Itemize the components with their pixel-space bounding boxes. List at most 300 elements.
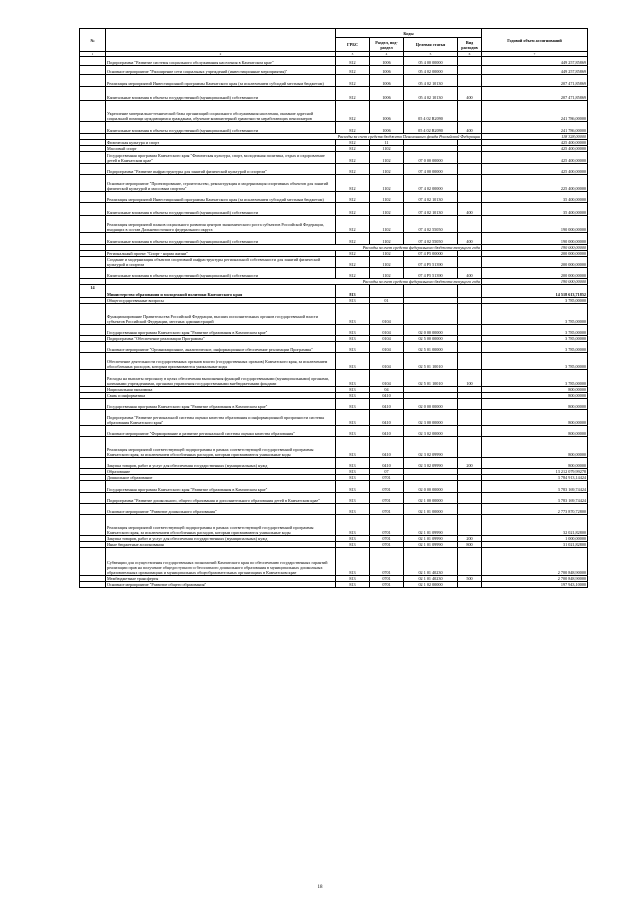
cell-csr: 02 1 00 00000 [404,493,458,504]
cell-vr [458,426,482,437]
table-row [80,370,588,387]
cell-num [80,353,106,370]
cell-name: Функционирование Правительства Российской Федерации, высших исполнительных органов государственной власти субъектов Российской Федерации, местных администраций [106,304,336,325]
cell-name: Капитальные вложения в объекты государственной (муниципальной) собственности [106,122,336,134]
cell-num [80,458,106,469]
cell-razdel: 0104 [370,325,404,336]
header-codes: Коды [336,29,482,38]
column-number: 7 [482,52,588,57]
cell-csr: 02 5 01 10010 [404,370,458,387]
cell-razdel: 0410 [370,437,404,458]
cell-name: Реализация мероприятий планов социального развития центров экономического роста субъектов Российской Федерации, входящих в состав Дальневосточного федерального округа [106,216,336,233]
cell-num [80,582,106,588]
cell-num [80,233,106,245]
cell-vr [458,515,482,536]
cell-amount: 3 785,00000 [482,342,588,353]
cell-grbs: 813 [336,469,370,475]
cell-csr: 07 4 P5 51390 [404,257,458,268]
cell-csr: 02 1 01 00000 [404,504,458,515]
table-row [80,257,588,268]
cell-name: Капитальные вложения в объекты государственной (муниципальной) собственности [106,233,336,245]
cell-vr [458,164,482,175]
cell-grbs: 813 [336,493,370,504]
cell-amount: 800,00000 [482,399,588,410]
cell-vr [458,548,482,576]
cell-name: Укрепление материально-технической базы организаций социального обслуживания населения, оказание адресной социальной помощи нуждающимся гражданам, обучение компьютерной грамотности неработающих пенсионеров [106,101,336,122]
cell-amount: 225 400,00000 [482,175,588,192]
cell-name: Реализация мероприятий Инвестиционной программы Камчатского края (за исключением субсидий местным бюджетам) [106,75,336,87]
cell-grbs: 813 [336,515,370,536]
cell-vr [458,216,482,233]
cell-razdel: 0104 [370,342,404,353]
cell-csr: 02 1 01 40230 [404,548,458,576]
cell-vr: 400 [458,87,482,101]
cell-name: Общегосударственные вопросы [106,298,336,304]
table-row [80,504,588,515]
cell-amount: 449 257,85869 [482,57,588,66]
cell-vr [458,493,482,504]
table-row [80,122,588,134]
cell-grbs: 813 [336,548,370,576]
cell-csr: 07 4 00 00000 [404,164,458,175]
cell-amount: 3 783 169,74424 [482,481,588,493]
cell-vr [458,257,482,268]
cell-name: Образование [106,469,336,475]
cell-csr: 05 4 02 R2090 [404,122,458,134]
cell-grbs: 812 [336,140,370,146]
cell-name: Капитальные вложения в объекты государственной (муниципальной) собственности [106,203,336,216]
cell-name: Государственная программа Камчатского края "Развитие образования в Камчатском крае" [106,325,336,336]
cell-vr [458,399,482,410]
cell-vr [458,410,482,426]
cell-num [80,122,106,134]
cell-num [80,75,106,87]
cell-name: Капитальные вложения в объекты государственной (муниципальной) собственности [106,268,336,279]
header-name [106,29,336,52]
table-row [80,353,588,370]
table-row [80,285,588,298]
cell-num [80,325,106,336]
cell-num [80,192,106,203]
cell-num [80,164,106,175]
cell-razdel: 1006 [370,57,404,66]
cell-num [80,426,106,437]
cell-razdel: 1006 [370,87,404,101]
cell-razdel: 0104 [370,370,404,387]
cell-grbs: 813 [336,336,370,342]
cell-amount: 190 000,00000 [482,279,588,285]
cell-num [80,66,106,75]
cell-razdel: 0104 [370,353,404,370]
cell-num [80,304,106,325]
cell-razdel: 1006 [370,75,404,87]
cell-csr: 02 3 02 09990 [404,458,458,469]
cell-amount: 31 021,82800 [482,542,588,548]
cell-vr [458,175,482,192]
cell-razdel: 07 [370,469,404,475]
cell-amount: 800,00000 [482,437,588,458]
cell-amount: 2 700 848,90000 [482,548,588,576]
cell-vr [458,75,482,87]
cell-vr: 400 [458,203,482,216]
cell-name: Подпрограмма "Развитие инфраструктуры для занятий физической культурой и спортом" [106,164,336,175]
cell-grbs: 813 [336,298,370,304]
cell-csr: 02 1 02 00000 [404,582,458,588]
cell-razdel: 0701 [370,493,404,504]
cell-name: Дошкольное образование [106,475,336,481]
cell-vr [458,304,482,325]
cell-csr: 07 4 02 55050 [404,233,458,245]
column-number: 4 [370,52,404,57]
table-row [80,548,588,576]
cell-razdel: 0701 [370,576,404,582]
cell-razdel: 0701 [370,475,404,481]
cell-grbs: 813 [336,393,370,399]
cell-grbs: 813 [336,370,370,387]
cell-name: Иные бюджетные ассигнования [106,542,336,548]
cell-csr: 07 4 02 10130 [404,192,458,203]
header-amount: Годовой объем ассигнований [482,29,588,52]
cell-amount: 207 471,85869 [482,75,588,87]
cell-vr [458,101,482,122]
cell-grbs: 813 [336,342,370,353]
cell-razdel: 1102 [370,216,404,233]
cell-amount: 3 785,00000 [482,298,588,304]
cell-grbs: 813 [336,481,370,493]
table-row [80,342,588,353]
cell-grbs: 813 [336,576,370,582]
page-number: 18 [317,885,323,890]
cell-amount: 425 400,00000 [482,140,588,146]
cell-num [80,87,106,101]
cell-amount: 13 212 079,99278 [482,469,588,475]
cell-num [80,504,106,515]
cell-amount: 2 700 848,90000 [482,576,588,582]
cell-vr [458,437,482,458]
cell-vr [458,582,482,588]
cell-razdel: 1006 [370,101,404,122]
table-row [80,582,588,588]
cell-grbs: 813 [336,504,370,515]
cell-csr: 07 0 00 00000 [404,152,458,164]
table-row [80,493,588,504]
cell-grbs: 812 [336,66,370,75]
cell-csr: 05 4 00 00000 [404,57,458,66]
cell-num [80,57,106,66]
cell-csr: 02 1 01 09990 [404,536,458,542]
cell-name: Реализация мероприятий Инвестиционной программы Камчатского края (за исключением субсидий местным бюджетам) [106,192,336,203]
cell-num: 14 [80,285,106,298]
cell-num [80,203,106,216]
cell-csr: 02 1 01 09990 [404,515,458,536]
cell-grbs: 812 [336,257,370,268]
cell-name: Реализация мероприятий соответствующей подпрограммы в рамках соответствующей государственной программы Камчатского края, за исключением обособленных расходов, которым присваиваются уникальные коды [106,437,336,458]
cell-csr: 07 4 P5 51390 [404,268,458,279]
cell-grbs: 812 [336,268,370,279]
cell-csr: 02 5 01 00000 [404,342,458,353]
cell-name: Государственная программа Камчатского края "Физическая культура, спорт, молодежная политика, отдых и оздоровление детей в Камчатском крае" [106,152,336,164]
cell-vr: 200 [458,458,482,469]
cell-csr: 02 5 01 10010 [404,353,458,370]
cell-num [80,257,106,268]
cell-name: Региональный проект "Спорт - норма жизни" [106,251,336,257]
cell-amount: 190 000,00000 [482,233,588,245]
cell-name: Подпрограмма "Развитие региональной системы оценки качества образования и информационной прозрачности системы образования Камчатского края" [106,410,336,426]
cell-amount: 241 786,00000 [482,101,588,122]
table-row [80,426,588,437]
cell-grbs: 812 [336,122,370,134]
cell-num [80,101,106,122]
cell-amount: 3 785,00000 [482,336,588,342]
header-grbs: ГРБС [336,38,370,52]
cell-name: Основное мероприятие "Формирование и развитие региональной системы оценки качества образования" [106,426,336,437]
cell-csr: 07 4 P5 00000 [404,251,458,257]
cell-amount: 3 784 913,14424 [482,475,588,481]
table-row [80,216,588,233]
cell-amount: 425 400,00000 [482,146,588,152]
cell-amount: 197 943,10000 [482,582,588,588]
column-number: 5 [404,52,458,57]
cell-grbs: 812 [336,216,370,233]
cell-razdel: 0410 [370,458,404,469]
cell-grbs: 813 [336,437,370,458]
table-row [80,87,588,101]
cell-name: Капитальные вложения в объекты государственной (муниципальной) собственности [106,87,336,101]
cell-amount: 800,00000 [482,458,588,469]
cell-grbs: 812 [336,233,370,245]
cell-amount: 2 773 870,72800 [482,504,588,515]
cell-vr: 400 [458,233,482,245]
table-row [80,152,588,164]
cell-amount: 14 518 613,71852 [482,285,588,298]
cell-razdel: 1102 [370,203,404,216]
cell-amount: 800,00000 [482,426,588,437]
table-row [80,515,588,536]
table-row [80,164,588,175]
cell-vr: 200 [458,536,482,542]
cell-name: Национальная экономика [106,387,336,393]
table-row [80,57,588,66]
cell-amount: 3 785,00000 [482,325,588,336]
cell-amount: 200 000,00000 [482,251,588,257]
cell-grbs: 812 [336,87,370,101]
cell-amount: 118 328,00000 [482,134,588,140]
cell-vr [458,285,482,298]
cell-grbs: 812 [336,175,370,192]
table-row [80,399,588,410]
cell-grbs: 812 [336,152,370,164]
cell-vr: 500 [458,576,482,582]
cell-razdel: 01 [370,298,404,304]
table-row [80,66,588,75]
table-row [80,268,588,279]
cell-razdel: 0104 [370,304,404,325]
table-body [80,57,588,588]
cell-grbs: 812 [336,57,370,66]
cell-grbs: 813 [336,353,370,370]
cell-num [80,437,106,458]
cell-csr: 02 3 02 00000 [404,426,458,437]
cell-amount: 32 021,82800 [482,515,588,536]
cell-amount: 190 000,00000 [482,245,588,251]
cell-amount: 200 000,00000 [482,268,588,279]
cell-amount: 1 000,00000 [482,536,588,542]
cell-grbs: 813 [336,325,370,336]
cell-name: Подпрограмма "Развитие системы социального обслуживания населения в Камчатском крае" [106,57,336,66]
cell-razdel: 0701 [370,582,404,588]
cell-grbs: 813 [336,458,370,469]
cell-csr [404,285,458,298]
cell-razdel: 1102 [370,233,404,245]
cell-razdel: 1006 [370,122,404,134]
cell-grbs: 813 [336,582,370,588]
cell-num [80,399,106,410]
cell-name: Закупка товаров, работ и услуг для обеспечения государственных (муниципальных) нужд [106,458,336,469]
cell-amount: 425 400,00000 [482,164,588,175]
cell-name: Подпрограмма "Обеспечение реализации Программы" [106,336,336,342]
cell-razdel: 0410 [370,399,404,410]
cell-razdel: 1102 [370,257,404,268]
cell-name: Министерство образования и молодежной политики Камчатского края [106,285,336,298]
cell-amount: 241 786,00000 [482,122,588,134]
cell-grbs: 813 [336,475,370,481]
cell-csr: 02 1 01 09990 [404,542,458,548]
cell-csr: 02 3 00 00000 [404,410,458,426]
cell-amount: 207 471,85869 [482,87,588,101]
cell-csr: 02 3 02 09990 [404,437,458,458]
cell-csr: 07 4 02 10130 [404,203,458,216]
budget-table [79,28,588,588]
cell-razdel: 1102 [370,251,404,257]
cell-vr [458,504,482,515]
cell-grbs: 812 [336,251,370,257]
cell-razdel: 0104 [370,336,404,342]
cell-razdel: 1102 [370,192,404,203]
table-row [80,481,588,493]
cell-amount: 449 257,85869 [482,66,588,75]
table-row [80,458,588,469]
cell-name: Основное мероприятие "Расширение сети социальных учреждений (инвестиционные мероприятия)" [106,66,336,75]
table-row [80,192,588,203]
cell-name: Реализация мероприятий соответствующей подпрограммы в рамках соответствующей государственной программы Камчатского края, за исключением обособленных расходов, которым присваиваются уникальные коды [106,515,336,536]
cell-grbs: 813 [336,285,370,298]
table-row [80,203,588,216]
cell-name: Массовый спорт [106,146,336,152]
cell-csr: 02 0 00 00000 [404,325,458,336]
cell-grbs: 813 [336,542,370,548]
cell-name: Основное мероприятие "Развитие дошкольного образования" [106,504,336,515]
cell-grbs: 812 [336,101,370,122]
cell-name: Закупка товаров, работ и услуг для обеспечения государственных (муниципальных) нужд [106,536,336,542]
header-num: № [80,29,106,52]
cell-razdel: 0701 [370,536,404,542]
cell-name: Расходы на выплаты персоналу в целях обеспечения выполнения функций государственными (муниципальными) органами, казенными учреждениями, органами управления государственными внебюджетными фондами [106,370,336,387]
cell-razdel: 1006 [370,66,404,75]
cell-amount: 35 400,00000 [482,192,588,203]
cell-csr: 05 4 02 10130 [404,87,458,101]
cell-razdel: 0701 [370,481,404,493]
cell-amount: 200 000,00000 [482,257,588,268]
cell-name: Основное мероприятие "Проектирование, строительство, реконструкция и модернизация спортивных объектов для занятий физической культурой и массовым спортом" [106,175,336,192]
cell-amount: 3 785,00000 [482,304,588,325]
cell-csr: 05 4 02 10130 [404,75,458,87]
cell-razdel: 1102 [370,175,404,192]
cell-note: Расходы за счет средств бюджета Пенсионного фонда Российской Федерации [106,134,482,140]
cell-csr: 05 4 02 R2090 [404,101,458,122]
cell-num [80,152,106,164]
cell-amount: 3 785,00000 [482,370,588,387]
cell-grbs: 813 [336,387,370,393]
cell-grbs: 813 [336,399,370,410]
cell-vr [458,342,482,353]
cell-csr: 05 4 02 00000 [404,66,458,75]
cell-csr: 07 4 02 55050 [404,216,458,233]
cell-razdel: 1102 [370,152,404,164]
cell-razdel: 0701 [370,504,404,515]
cell-vr [458,152,482,164]
cell-name: Основное мероприятие "Развитие общего образования" [106,582,336,588]
cell-grbs: 813 [336,304,370,325]
cell-vr: 400 [458,268,482,279]
table-row [80,101,588,122]
cell-num [80,216,106,233]
cell-amount: 190 000,00000 [482,216,588,233]
cell-grbs: 812 [336,192,370,203]
cell-name: Государственная программа Камчатского края "Развитие образования в Камчатском крае" [106,399,336,410]
cell-razdel: 1102 [370,268,404,279]
cell-razdel: 11 [370,140,404,146]
cell-grbs: 812 [336,146,370,152]
cell-name: Создание и модернизация объектов спортивной инфраструктуры региональной собственности для занятий физической культурой и спортом [106,257,336,268]
cell-razdel: 0410 [370,410,404,426]
header-csr: Целевая статья [404,38,458,52]
cell-csr: 02 0 00 00000 [404,481,458,493]
cell-name: Субвенции для осуществления государственных полномочий Камчатского края по обеспечению государственных гарантий реализации прав на получение общедоступного и бесплатного дошкольного образования в муниципальных дошкольных образовательных организациях и муниципальных общеобразовательных организациях в Камчатском крае [106,548,336,576]
column-number: 2 [106,52,336,57]
cell-num [80,410,106,426]
column-number: 1 [80,52,106,57]
cell-vr [458,192,482,203]
cell-num [80,370,106,387]
cell-razdel: 0410 [370,426,404,437]
cell-amount: 425 400,00000 [482,152,588,164]
cell-razdel: 1102 [370,146,404,152]
cell-razdel: 0701 [370,548,404,576]
table-row [80,233,588,245]
cell-vr [458,57,482,66]
cell-vr [458,325,482,336]
table-row [80,175,588,192]
table-row [80,437,588,458]
cell-amount: 800,00000 [482,410,588,426]
cell-grbs: 813 [336,410,370,426]
cell-grbs: 812 [336,203,370,216]
cell-num [80,175,106,192]
cell-name: Государственная программа Камчатского края "Развитие образования в Камчатском крае" [106,481,336,493]
cell-razdel: 1102 [370,164,404,175]
table-row [80,325,588,336]
cell-vr [458,353,482,370]
cell-csr: 02 1 01 40230 [404,576,458,582]
cell-note: Расходы за счет средств федерального бюджета текущего года [106,279,482,285]
cell-vr [458,66,482,75]
cell-name: Связь и информатика [106,393,336,399]
cell-vr: 100 [458,370,482,387]
cell-num [80,342,106,353]
cell-vr: 400 [458,122,482,134]
cell-razdel: 04 [370,387,404,393]
header-vr: Вид расходов [458,38,482,52]
